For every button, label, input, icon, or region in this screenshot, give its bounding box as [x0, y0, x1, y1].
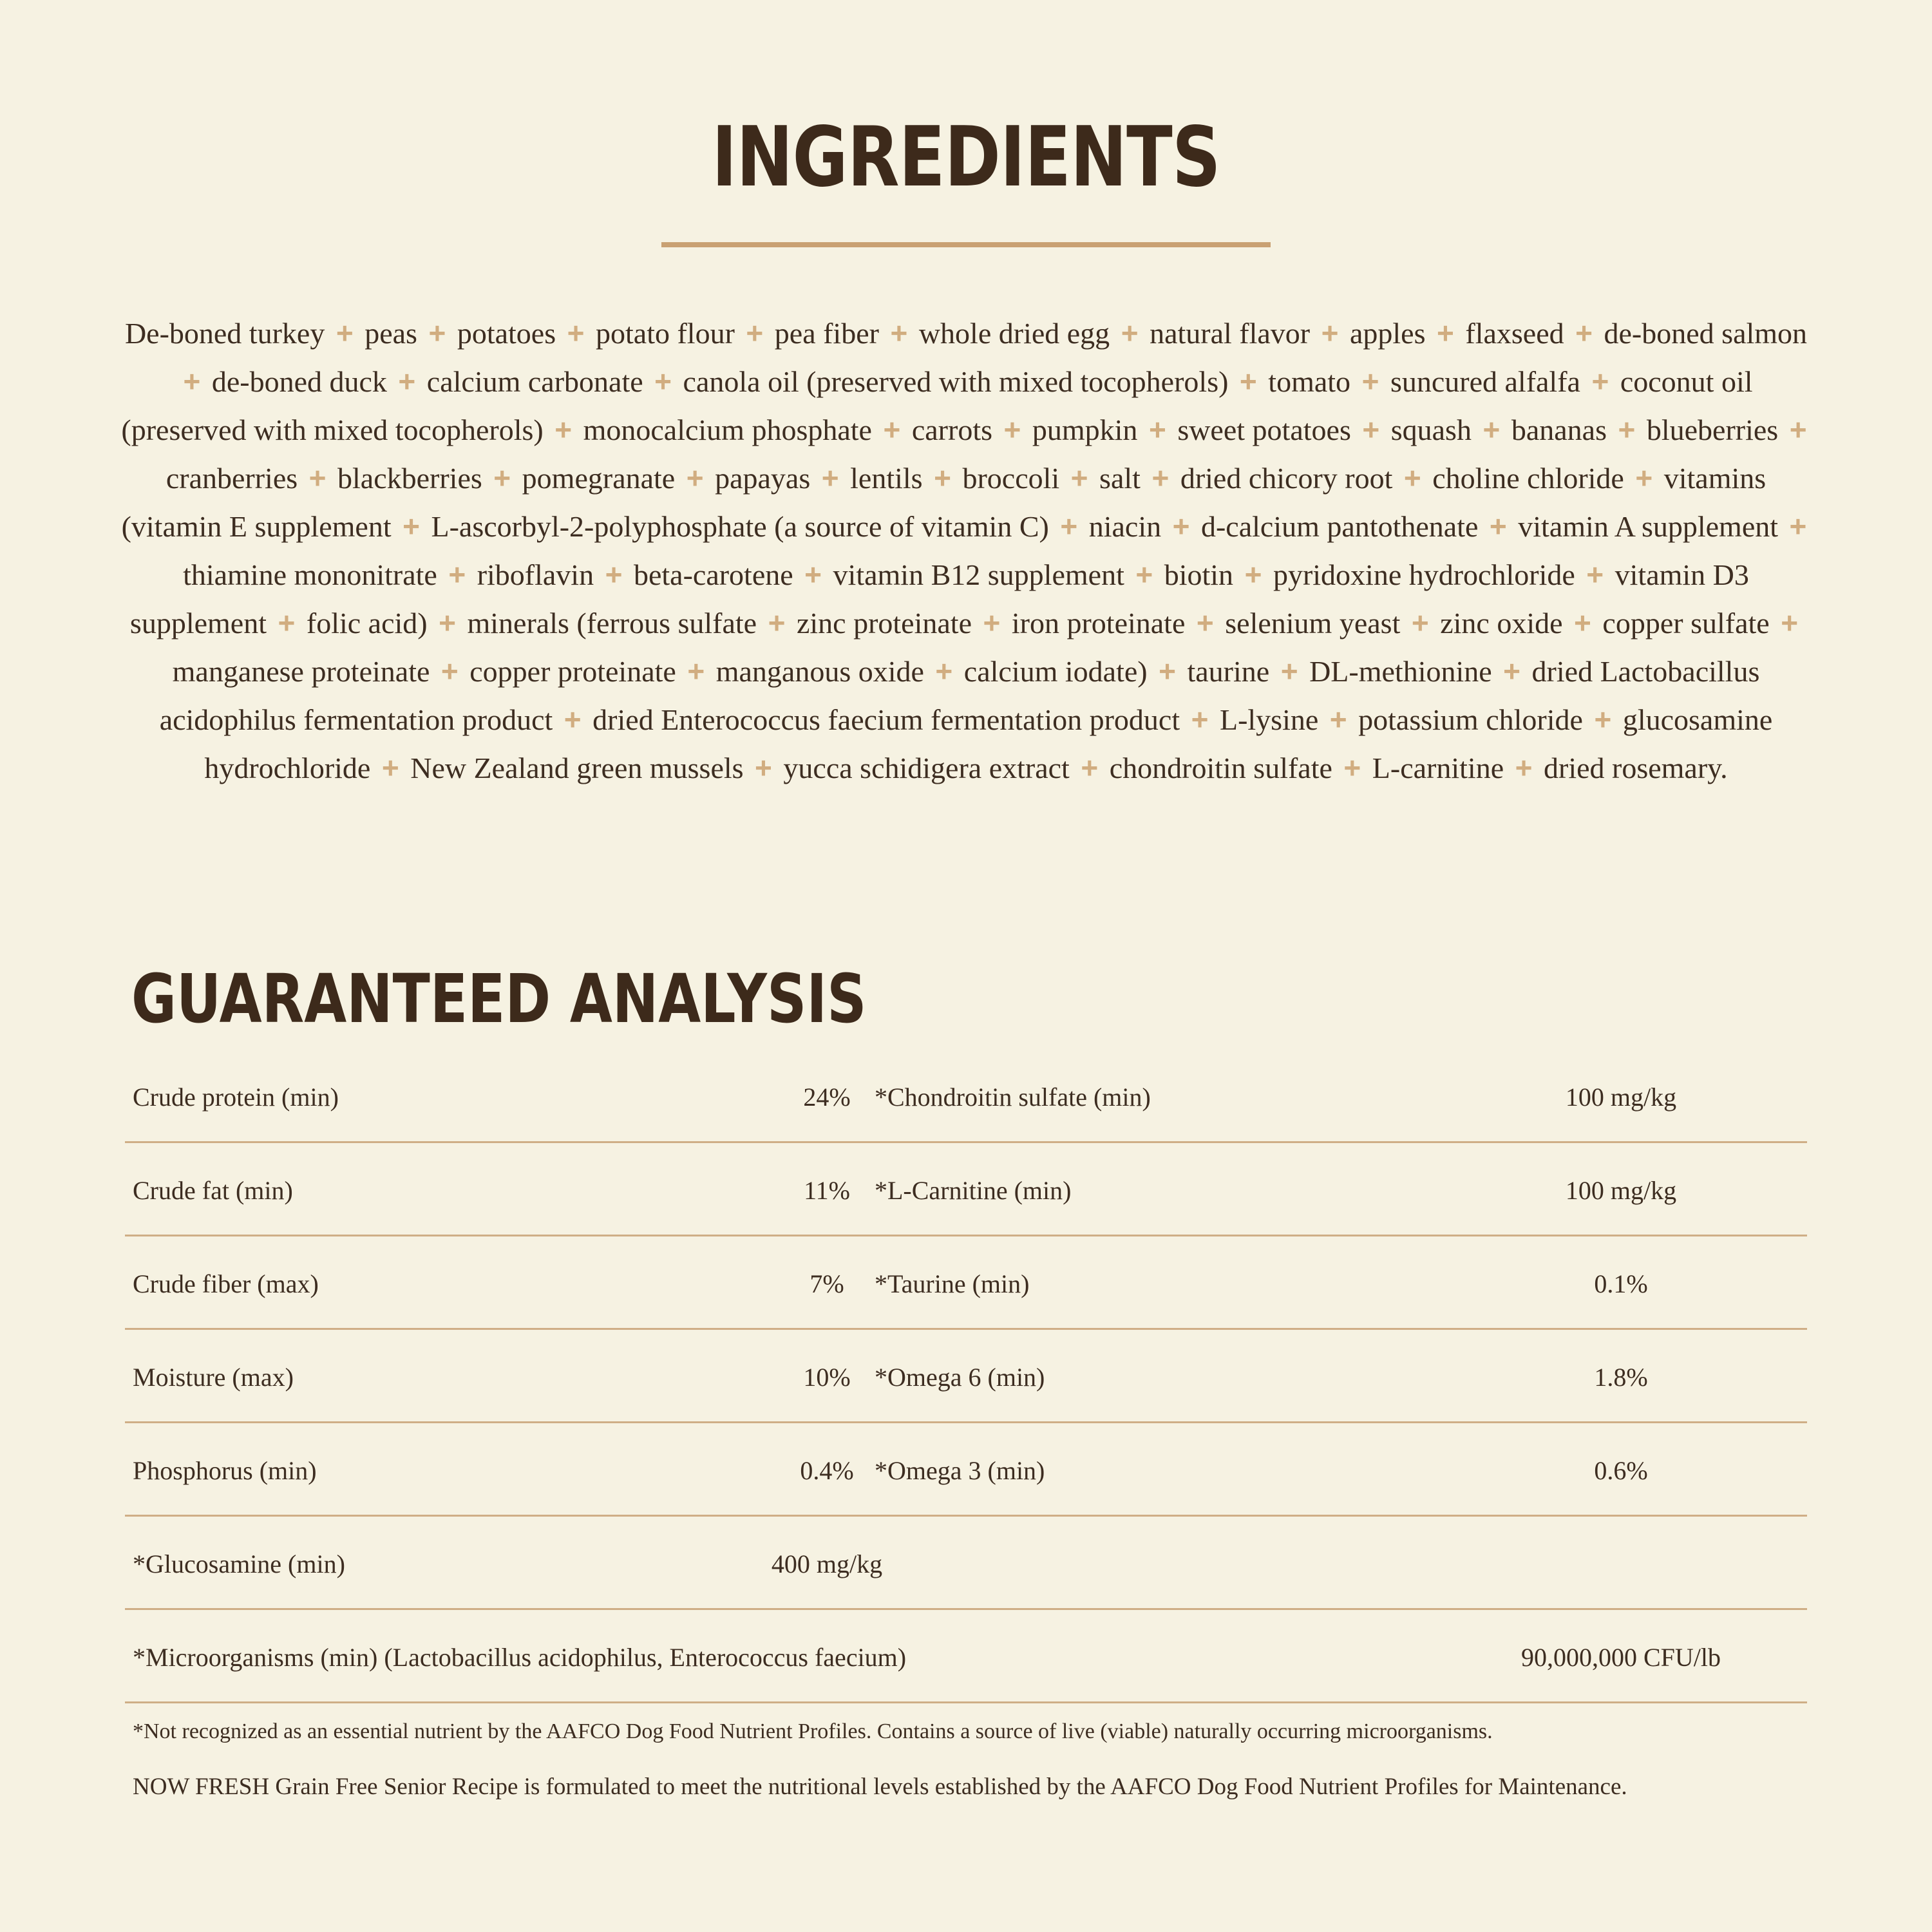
- ingredient-item: copper proteinate: [469, 655, 676, 688]
- plus-separator: +: [1343, 751, 1361, 784]
- plus-separator: +: [1482, 413, 1501, 446]
- ingredient-item: apples: [1349, 317, 1426, 350]
- plus-separator: +: [983, 606, 1001, 639]
- ingredient-item: peas: [365, 317, 417, 350]
- ingredients-list: [116, 309, 1816, 792]
- nutrient-value: 10%: [803, 1363, 851, 1392]
- plus-separator: +: [567, 316, 585, 350]
- plus-separator: +: [687, 654, 705, 688]
- nutrient-value: 11%: [804, 1176, 850, 1205]
- ingredient-item: flaxseed: [1465, 317, 1564, 350]
- plus-separator: +: [1081, 751, 1099, 784]
- ingredients-heading: INGREDIENTS: [712, 109, 1220, 205]
- nutrient-name: *Chondroitin sulfate (min): [875, 1083, 1151, 1112]
- ingredient-item: pea fiber: [774, 317, 879, 350]
- plus-separator: +: [1411, 606, 1429, 639]
- plus-separator: +: [1362, 413, 1380, 446]
- plus-separator: +: [1503, 654, 1521, 688]
- nutrient-name: *Omega 3 (min): [875, 1456, 1045, 1485]
- ingredient-item: zinc proteinate: [796, 607, 972, 639]
- plus-separator: +: [1575, 316, 1593, 350]
- ingredient-item: whole dried egg: [918, 317, 1110, 350]
- ingredient-item: d-calcium pantothenate: [1200, 510, 1479, 543]
- ingredient-item: riboflavin: [477, 558, 594, 591]
- plus-separator: +: [1403, 461, 1421, 495]
- analysis-row: [125, 1423, 1807, 1517]
- plus-separator: +: [1489, 509, 1507, 543]
- plus-separator: +: [1172, 509, 1190, 543]
- ingredient-item: copper sulfate: [1602, 607, 1770, 639]
- plus-separator: +: [428, 316, 446, 350]
- ingredient-item: folic acid): [306, 607, 428, 639]
- nutrient-value: 100 mg/kg: [1565, 1176, 1677, 1205]
- plus-separator: +: [686, 461, 704, 495]
- ingredient-item: suncured alfalfa: [1390, 365, 1580, 398]
- plus-separator: +: [440, 654, 459, 688]
- plus-separator: +: [1159, 654, 1176, 688]
- plus-separator: +: [746, 316, 764, 350]
- ingredient-item: selenium yeast: [1225, 607, 1401, 639]
- ingredient-item: L-carnitine: [1372, 752, 1504, 784]
- plus-separator: +: [402, 509, 420, 543]
- ingredient-item: glucosamine hydrochloride: [204, 703, 1773, 784]
- plus-separator: +: [448, 558, 466, 591]
- ingredient-item: thiamine mononitrate: [183, 558, 437, 591]
- plus-separator: +: [1003, 413, 1021, 446]
- ingredient-item: pumpkin: [1032, 413, 1138, 446]
- plus-separator: +: [308, 461, 327, 495]
- aafco-footnote: *Not recognized as an essential nutrient by the AAFCO Dog Food Nutrient Profiles. Contains a source of live (viable) naturally occurring microorganisms.: [133, 1719, 1493, 1743]
- plus-separator: +: [381, 751, 399, 784]
- ingredient-item: dried chicory root: [1180, 462, 1393, 495]
- plus-separator: +: [755, 751, 772, 784]
- ingredient-item: coconut oil (preserved with mixed tocopherols): [121, 365, 1753, 446]
- ingredient-item: L-lysine: [1219, 703, 1319, 736]
- nutrient-name: Moisture (max): [133, 1363, 294, 1392]
- ingredient-item: dried Lactobacillus acidophilus fermentation product: [159, 655, 1760, 736]
- plus-separator: +: [1321, 316, 1339, 350]
- analysis-row: [125, 1143, 1807, 1236]
- ingredient-item: potato flour: [596, 317, 735, 350]
- plus-separator: +: [1151, 461, 1170, 495]
- ingredient-item: vitamin D3 supplement: [129, 558, 1749, 639]
- plus-separator: +: [821, 461, 839, 495]
- ingredient-item: natural flavor: [1150, 317, 1311, 350]
- ingredient-item: carrots: [911, 413, 992, 446]
- nutrient-name: Crude fat (min): [133, 1176, 293, 1205]
- plus-separator: +: [1618, 413, 1636, 446]
- plus-separator: +: [554, 413, 573, 446]
- plus-separator: +: [1135, 558, 1153, 591]
- plus-separator: +: [935, 654, 953, 688]
- nutrient-name: *Omega 6 (min): [875, 1363, 1045, 1392]
- nutrient-name: *L-Carnitine (min): [875, 1176, 1072, 1205]
- ingredient-item: lentils: [850, 462, 923, 495]
- ingredient-item: dried rosemary.: [1544, 752, 1728, 784]
- ingredient-item: canola oil (preserved with mixed tocopherols): [683, 365, 1229, 398]
- nutrient-value: 7%: [810, 1269, 844, 1298]
- heading-divider: [661, 242, 1271, 247]
- ingredient-item: papayas: [715, 462, 811, 495]
- ingredient-item: pyridoxine hydrochloride: [1273, 558, 1575, 591]
- analysis-row: [125, 1236, 1807, 1330]
- nutrient-name: Crude protein (min): [133, 1083, 339, 1112]
- plus-separator: +: [1239, 365, 1257, 398]
- ingredient-item: de-boned duck: [211, 365, 387, 398]
- ingredient-item: De-boned turkey: [124, 317, 325, 350]
- plus-separator: +: [804, 558, 822, 591]
- nutrient-value: 90,000,000 CFU/lb: [1520, 1643, 1721, 1672]
- ingredient-item: dried Enterococcus faecium fermentation product: [592, 703, 1180, 736]
- ingredient-item: zinc oxide: [1440, 607, 1563, 639]
- nutrient-value: 0.1%: [1594, 1269, 1648, 1298]
- plus-separator: +: [1280, 654, 1298, 688]
- analysis-row: [125, 1517, 1807, 1610]
- formulation-statement: NOW FRESH Grain Free Senior Recipe is formulated to meet the nutritional levels established by the AAFCO Dog Food Nutrient Profiles for Maintenance.: [133, 1774, 1627, 1800]
- plus-separator: +: [1586, 558, 1604, 591]
- ingredient-item: pomegranate: [522, 462, 676, 495]
- ingredient-item: potatoes: [457, 317, 556, 350]
- ingredient-item: chondroitin sulfate: [1109, 752, 1332, 784]
- plus-separator: +: [1196, 606, 1214, 639]
- ingredient-item: calcium iodate): [963, 655, 1148, 688]
- guaranteed-analysis-table: [125, 1050, 1807, 1703]
- analysis-row-microorganisms: [125, 1610, 1807, 1703]
- nutrient-value: 100 mg/kg: [1565, 1083, 1677, 1112]
- ingredient-item: vitamin B12 supplement: [833, 558, 1124, 591]
- ingredient-item: broccoli: [962, 462, 1060, 495]
- ingredient-item: DL-methionine: [1309, 655, 1492, 688]
- plus-separator: +: [934, 461, 951, 495]
- analysis-row: [125, 1330, 1807, 1423]
- ingredient-item: potassium chloride: [1358, 703, 1583, 736]
- ingredient-item: taurine: [1187, 655, 1270, 688]
- plus-separator: +: [890, 316, 908, 350]
- plus-separator: +: [1789, 413, 1807, 446]
- nutrient-name: *Glucosamine (min): [133, 1549, 345, 1578]
- nutrient-value: 400 mg/kg: [771, 1549, 883, 1578]
- ingredient-item: manganese proteinate: [172, 655, 430, 688]
- plus-separator: +: [1121, 316, 1139, 350]
- ingredient-item: vitamin A supplement: [1518, 510, 1779, 543]
- ingredient-item: New Zealand green mussels: [410, 752, 744, 784]
- ingredient-item: biotin: [1164, 558, 1234, 591]
- plus-separator: +: [1591, 365, 1609, 398]
- plus-separator: +: [1781, 606, 1799, 639]
- plus-separator: +: [278, 606, 296, 639]
- ingredient-item: sweet potatoes: [1177, 413, 1351, 446]
- plus-separator: +: [1060, 509, 1078, 543]
- plus-separator: +: [183, 365, 201, 398]
- plus-separator: +: [1191, 703, 1209, 736]
- plus-separator: +: [883, 413, 901, 446]
- nutrient-name: Phosphorus (min): [133, 1456, 317, 1485]
- plus-separator: +: [1148, 413, 1166, 446]
- nutrient-value: 0.4%: [800, 1456, 854, 1485]
- plus-separator: +: [564, 703, 582, 736]
- ingredient-item: salt: [1099, 462, 1141, 495]
- plus-separator: +: [1635, 461, 1653, 495]
- plus-separator: +: [1070, 461, 1088, 495]
- plus-separator: +: [1515, 751, 1533, 784]
- ingredient-item: bananas: [1511, 413, 1607, 446]
- ingredient-item: tomato: [1268, 365, 1351, 398]
- ingredient-item: beta-carotene: [633, 558, 793, 591]
- plus-separator: +: [1594, 703, 1612, 736]
- plus-separator: +: [1789, 509, 1807, 543]
- plus-separator: +: [768, 606, 786, 639]
- ingredient-item: choline chloride: [1432, 462, 1624, 495]
- ingredient-item: blueberries: [1646, 413, 1779, 446]
- ingredient-item: yucca schidigera extract: [783, 752, 1070, 784]
- plus-separator: +: [1574, 606, 1591, 639]
- ingredient-item: L-ascorbyl-2-polyphosphate (a source of vitamin C): [431, 510, 1049, 543]
- ingredient-item: iron proteinate: [1011, 607, 1186, 639]
- plus-separator: +: [1244, 558, 1262, 591]
- ingredient-item: calcium carbonate: [426, 365, 643, 398]
- nutrient-value: 0.6%: [1594, 1456, 1648, 1485]
- ingredient-item: monocalcium phosphate: [583, 413, 872, 446]
- ingredient-item: cranberries: [166, 462, 298, 495]
- ingredient-item: niacin: [1088, 510, 1162, 543]
- plus-separator: +: [398, 365, 416, 398]
- nutrient-value: 24%: [803, 1083, 851, 1112]
- ingredient-item: de-boned salmon: [1604, 317, 1808, 350]
- plus-separator: +: [439, 606, 456, 639]
- plus-separator: +: [605, 558, 623, 591]
- plus-separator: +: [493, 461, 511, 495]
- nutrient-name: *Microorganisms (min) (Lactobacillus acidophilus, Enterococcus faecium): [133, 1643, 907, 1672]
- ingredient-item: blackberries: [337, 462, 482, 495]
- plus-separator: +: [654, 365, 672, 398]
- nutrient-name: *Taurine (min): [875, 1269, 1030, 1298]
- analysis-row: [125, 1050, 1807, 1143]
- plus-separator: +: [1329, 703, 1347, 736]
- ingredient-item: minerals (ferrous sulfate: [467, 607, 757, 639]
- plus-separator: +: [1437, 316, 1454, 350]
- ingredient-item: manganous oxide: [715, 655, 924, 688]
- ingredient-item: vitamins (vitamin E supplement: [121, 462, 1766, 543]
- guaranteed-analysis-heading: GUARANTEED ANALYSIS: [131, 960, 867, 1038]
- plus-separator: +: [336, 316, 354, 350]
- ingredient-item: squash: [1390, 413, 1472, 446]
- nutrient-name: Crude fiber (max): [133, 1269, 319, 1298]
- plus-separator: +: [1361, 365, 1379, 398]
- nutrient-value: 1.8%: [1594, 1363, 1648, 1392]
